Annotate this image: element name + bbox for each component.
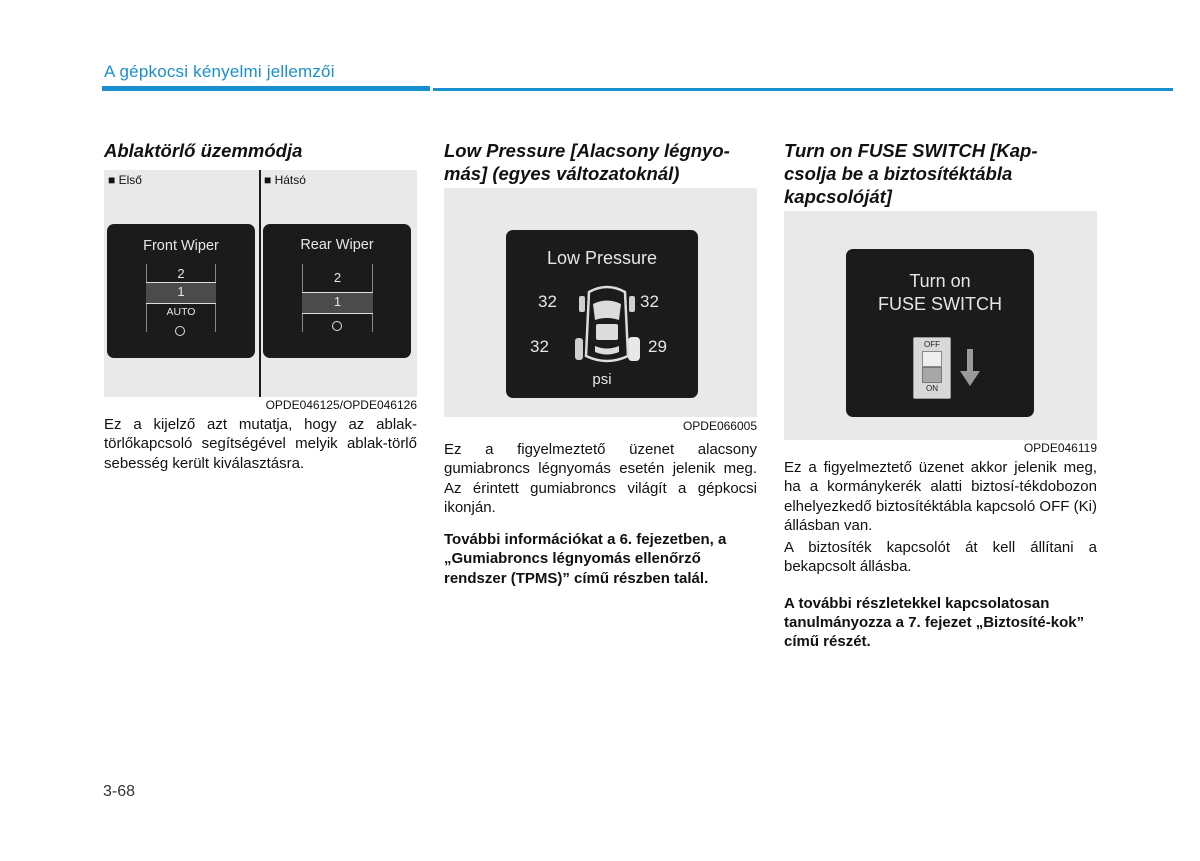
fuse-switch-caption: OPDE046119 xyxy=(1023,441,1097,455)
wiper-body-text: Ez a kijelző azt mutatja, hogy az ablak-törlőkapcsoló segítségével melyik ablak-törlő sebesség került kiválasztásra. xyxy=(104,416,417,472)
figure-divider xyxy=(259,170,261,397)
fuse-switch-off-label: OFF xyxy=(924,340,940,349)
fuse-switch-body-text: Ez a figyelmeztető üzenet akkor jelenik meg, ha a kormánykerék alatti biztosí-tékdobozon elhelyezkedő biztosítéktábla kapcsoló OFF (Ki) állásban van. A biztosíték kapcsolót át kell állítani a bekapcsolt állásba. A további részletekkel kapcsolatosan tanulmányozza a 7. fejezet „Biztosíté-kok” című részét. xyxy=(784,459,1097,651)
tire-fl-value: 32 xyxy=(538,292,557,311)
rear-label: ■ Hátsó xyxy=(264,173,306,187)
tire-rl-value: 32 xyxy=(530,337,549,356)
fuse-panel-line2: FUSE SWITCH xyxy=(878,294,1002,314)
rear-level-2: 2 xyxy=(333,270,342,285)
rear-off-circle-icon xyxy=(332,321,342,331)
front-level-2: 2 xyxy=(177,266,185,281)
front-off-circle-icon xyxy=(175,326,185,336)
low-pressure-panel xyxy=(506,230,698,398)
fuse-switch-title: Turn on FUSE SWITCH [Kap- csolja be a biztosítéktábla kapcsolóját] xyxy=(784,140,1038,207)
front-level-auto: AUTO xyxy=(166,306,196,318)
rear-wiper-panel xyxy=(263,224,411,358)
rear-level-1: 1 xyxy=(333,294,342,309)
front-level-1: 1 xyxy=(177,284,185,299)
arrow-down-icon xyxy=(960,349,980,389)
front-wiper-panel xyxy=(107,224,255,358)
fuse-switch-note: A további részletekkel kapcsolatosan tanulmányozza a 7. fejezet „Biztosíté-kok” című részét. xyxy=(784,594,1085,651)
low-pressure-panel-title: Low Pressure xyxy=(546,248,658,268)
car-top-view-icon xyxy=(570,282,644,370)
front-label: ■ Első xyxy=(108,173,142,187)
pressure-unit: psi xyxy=(592,371,612,388)
page-number: 3-68 xyxy=(103,783,136,800)
fuse-panel-line1: Turn on xyxy=(909,271,971,291)
wiper-mode-title: Ablaktörlő üzemmódja xyxy=(104,140,303,161)
low-pressure-note: További információkat a 6. fejezetben, a „Gumiabroncs légnyomás ellenőrző rendszer (TPMS)” című részben talál. xyxy=(444,531,727,587)
low-pressure-body-text: Ez a figyelmeztető üzenet alacsony gumiabroncs légnyomás esetén jelenik meg. Az érintett gumiabroncs világít a gépkocsi ikonján. További információkat a 6. fejezetben, a „Gumiabroncs légnyomás ellenőrző rendszer (TPMS)” című részben talál. xyxy=(444,441,757,587)
fuse-switch-panel xyxy=(846,249,1034,417)
front-wiper-title: Front Wiper xyxy=(143,238,219,254)
header-rule-right xyxy=(433,88,1173,91)
tire-rr-value: 29 xyxy=(648,337,667,356)
header-rule-left xyxy=(102,86,430,91)
fuse-switch-icon xyxy=(913,337,951,399)
rear-wiper-title: Rear Wiper xyxy=(300,237,374,253)
section-header-title: A gépkocsi kényelmi jellemzői xyxy=(104,62,335,81)
fuse-switch-on-label: ON xyxy=(926,384,938,393)
tire-fr-value: 32 xyxy=(640,292,659,311)
low-pressure-title: Low Pressure [Alacsony légnyo- más] (egyes változatoknál) xyxy=(444,140,730,184)
wiper-figure-caption: OPDE046125/OPDE046126 xyxy=(265,398,417,412)
low-pressure-caption: OPDE066005 xyxy=(682,419,757,433)
